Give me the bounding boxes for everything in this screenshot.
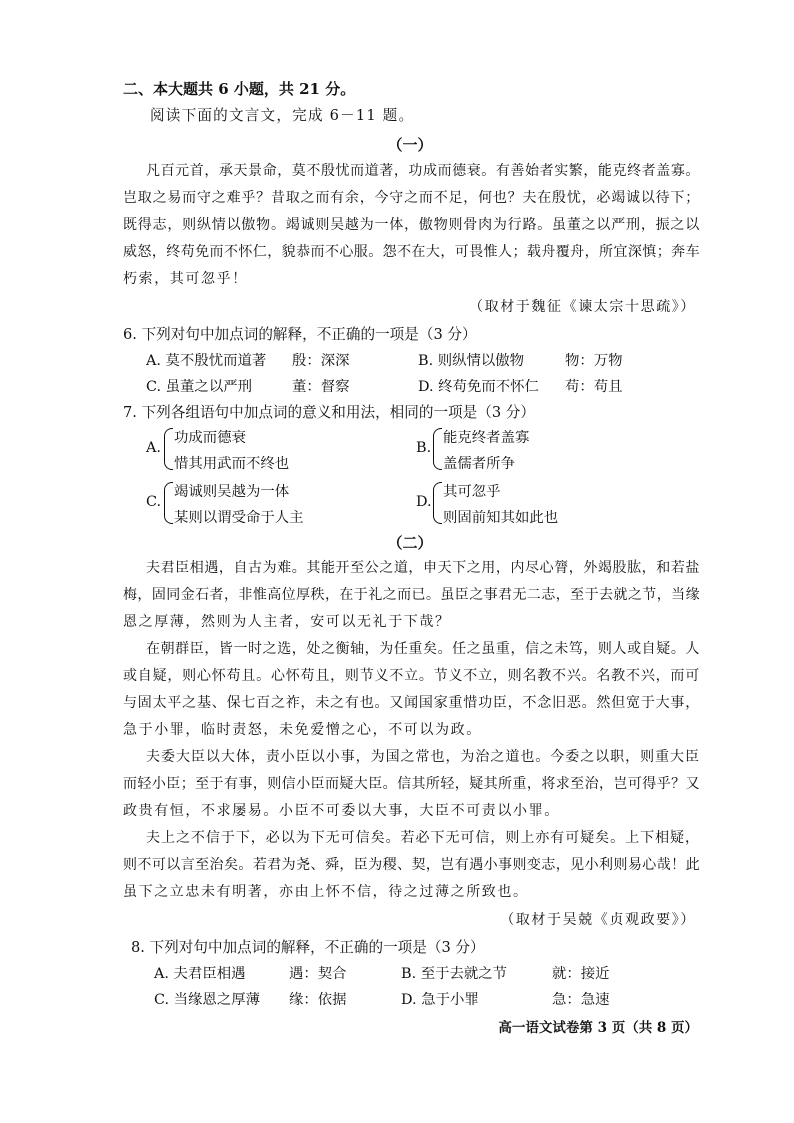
q7-option-a-letter: A. [146, 440, 161, 456]
q8-option-b-gloss: 就：接近 [552, 966, 610, 982]
q8-option-d-gloss: 急：急速 [552, 992, 610, 1008]
passage2-line: 恩之厚薄，然则为人主者，安可以无礼于下哉？ [123, 614, 451, 630]
passage1-source: （取材于魏征《谏太宗十思疏》） [469, 299, 696, 315]
q7-option-b-line1: 能克终者盖寡 [443, 430, 530, 446]
passage2-source: （取材于吴兢《贞观政要》） [500, 912, 696, 928]
q7-option-a-line2: 惜其用武而不终也 [174, 456, 290, 472]
passage2-line: 夫委大臣以大体，责小臣以小事，为国之常也，为治之道也。今委之以职，则重大臣 [146, 749, 700, 765]
q7-option-c-brace [164, 482, 173, 524]
question-7-stem: 7. 下列各组语句中加点词的意义和用法，相同的一项是（3 分） [123, 404, 535, 421]
q6-option-b-gloss: 物：万物 [565, 353, 623, 369]
passage1-line: 朽索，其可忽乎！ [123, 271, 248, 287]
q6-option-b: B. 则纵情以傲物 [418, 353, 525, 369]
passage2-line: 政贵有恒，不求屡易。小臣不可委以大事，大臣不可责以小罪。 [123, 803, 560, 819]
q7-option-c-line1: 竭诚则吴越为一体 [174, 484, 290, 500]
q8-option-d: D. 急于小罪 [401, 992, 479, 1008]
question-8-stem: 8. 下列对句中加点词的解释，不正确的一项是（3 分） [131, 939, 485, 956]
passage2-line: 则不可以言至治矣。若君为尧、舜，臣为稷、契，岂有遇小事则变志，见小利则易心哉！此 [123, 857, 700, 873]
q6-option-a-gloss: 殷：深深 [292, 353, 350, 369]
passage2-line: 梅，固同金石者，非惟高位厚秩，在于礼之而已。虽臣之事君无二志，至于去就之节，当缘 [123, 587, 700, 603]
q7-option-c-letter: C. [146, 494, 162, 510]
passage1-line: 威怒，终苟免而不怀仁，貌恭而不心服。怨不在大，可畏惟人；载舟覆舟，所宜深慎；奔车 [123, 244, 700, 260]
q6-option-d: D. 终苟免而不怀仁 [418, 379, 539, 395]
q8-option-c: C. 当缘恩之厚薄 [154, 992, 260, 1008]
q7-option-c-line2: 某则以谓受命于人主 [174, 510, 304, 526]
passage1-line: 岂取之易而守之难乎？昔取之而有余，今守之而不足，何也？夫在殷忧，必竭诚以待下； [123, 190, 700, 206]
passage1-line: 既得志，则纵情以傲物。竭诚则吴越为一体，傲物则骨肉为行路。虽董之以严刑，振之以 [123, 217, 700, 233]
q8-option-c-gloss: 缘：依据 [289, 992, 347, 1008]
question-6-stem: 6. 下列对句中加点词的解释，不正确的一项是（3 分） [123, 326, 477, 343]
part2-title: （二） [387, 534, 433, 552]
q7-option-d-line1: 其可忽乎 [443, 484, 501, 500]
page-footer: 高一语文试卷第 3 页（共 8 页） [498, 1020, 698, 1036]
passage2-line: 而轻小臣；至于有事，则信小臣而疑大臣。信其所轻，疑其所重，将求至治，岂可得乎？又 [123, 776, 700, 792]
q8-option-a: A. 夫君臣相遇 [154, 966, 246, 982]
passage2-line: 在朝群臣，皆一时之选，处之衡轴，为任重矣。任之虽重，信之未笃，则人或自疑。人 [146, 641, 700, 657]
q8-option-a-gloss: 遇：契合 [289, 966, 347, 982]
q7-option-b-letter: B. [416, 440, 432, 456]
passage2-line: 夫上之不信于下，必以为下无可信矣。若必下无可信，则上亦有可疑矣。上下相疑， [146, 830, 700, 846]
passage1-line: 凡百元首，承天景命，莫不殷忧而道著，功成而德衰。有善始者实繁，能克终者盖寡。 [146, 163, 700, 179]
q7-option-d-letter: D. [416, 494, 432, 510]
q6-option-c-gloss: 董：督察 [292, 379, 350, 395]
q8-option-b: B. 至于去就之节 [401, 966, 508, 982]
passage2-line: 与固太平之基、保七百之祚，未之有也。又闻国家重惜功臣，不念旧恶。然但宽于大事， [123, 695, 700, 711]
q7-option-b-line2: 盖儒者所争 [443, 456, 515, 472]
q7-option-d-brace [433, 482, 442, 524]
passage2-line: 虽下之立忠未有明著，亦由上怀不信，待之过薄之所致也。 [123, 884, 529, 900]
reading-instruction: 阅读下面的文言文，完成 6－11 题。 [150, 107, 415, 124]
q6-option-d-gloss: 苟：苟且 [565, 379, 623, 395]
section-header: 二、本大题共 6 小题，共 21 分。 [123, 80, 356, 98]
q7-option-a-brace [164, 428, 173, 470]
q6-option-c: C. 虽董之以严刑 [146, 379, 252, 395]
part1-title: （一） [387, 136, 433, 154]
q7-option-b-brace [433, 428, 442, 470]
q7-option-a-line1: 功成而德衰 [174, 430, 246, 446]
q7-option-d-line2: 则固前知其如此也 [443, 510, 559, 526]
passage2-line: 夫君臣相遇，自古为难。其能开至公之道，申天下之用，内尽心膂，外竭股肱，和若盐 [146, 560, 700, 576]
passage2-line: 急于小罪，临时责怒，未免爱憎之心，不可以为政。 [123, 722, 482, 738]
passage2-line: 或自疑，则心怀苟且。心怀苟且，则节义不立。节义不立，则名教不兴。名教不兴，而可 [123, 668, 700, 684]
q6-option-a: A. 莫不殷忧而道著 [146, 353, 267, 369]
